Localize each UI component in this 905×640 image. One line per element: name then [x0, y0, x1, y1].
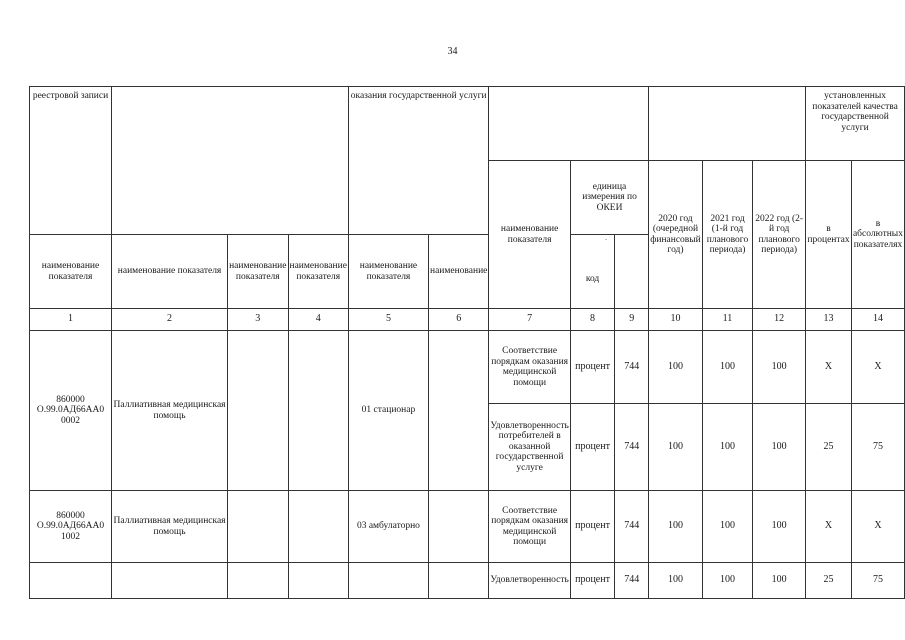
- col-number-5: 5: [348, 309, 428, 331]
- value-2020-cell: 100: [649, 404, 703, 491]
- unit-cell: процент: [570, 331, 614, 404]
- col-number-10: 10: [649, 309, 703, 331]
- empty-cell: [228, 563, 288, 599]
- header-col-6-name: наименование показателя: [348, 235, 428, 309]
- service-name-cell: Паллиативная медицинская помощь: [112, 491, 228, 563]
- service-name-cell: Паллиативная медицинская помощь: [112, 331, 228, 491]
- empty-cell: [428, 563, 488, 599]
- empty-cell: [228, 331, 288, 491]
- value-2022-cell: 100: [753, 331, 806, 404]
- condition-cell: 01 стационар: [348, 331, 428, 491]
- value-2021-cell: 100: [702, 404, 752, 491]
- empty-cell: [30, 563, 112, 599]
- page-number: 34: [447, 46, 458, 57]
- percent-cell: 25: [806, 563, 852, 599]
- header-registry-record: реестровой записи: [30, 87, 112, 235]
- header-col-4-name: наименование показателя: [228, 235, 288, 309]
- col-number-6: 6: [428, 309, 488, 331]
- registry-record-cell: 860000 О.99.0АД66АА0 0002: [30, 331, 112, 491]
- header-service-conditions: оказания государственной услуги: [348, 87, 488, 235]
- percent-cell: Х: [806, 491, 852, 563]
- col-number-13: 13: [806, 309, 852, 331]
- header-unit-okei: единица измерения по ОКЕИ: [570, 161, 648, 235]
- code-cell: 744: [615, 563, 649, 599]
- value-2020-cell: 100: [649, 563, 703, 599]
- value-2020-cell: 100: [649, 331, 703, 404]
- col-number-12: 12: [753, 309, 806, 331]
- absolute-cell: Х: [851, 491, 904, 563]
- empty-cell: [288, 331, 348, 491]
- col-number-3: 3: [228, 309, 288, 331]
- col-number-1: 1: [30, 309, 112, 331]
- table-row: [30, 563, 905, 599]
- absolute-cell: 75: [851, 563, 904, 599]
- col-number-4: 4: [288, 309, 348, 331]
- empty-cell: [112, 563, 228, 599]
- value-2022-cell: 100: [753, 404, 806, 491]
- table-row: [30, 491, 905, 563]
- code-cell: 744: [615, 491, 649, 563]
- code-cell: 744: [615, 404, 649, 491]
- col-number-7: 7: [489, 309, 570, 331]
- unit-cell: процент: [570, 563, 614, 599]
- quality-indicators-table: [29, 86, 905, 599]
- value-2021-cell: 100: [702, 563, 752, 599]
- header-col-2-name: наименование показателя: [30, 235, 112, 309]
- header-service-blank: [112, 87, 349, 235]
- header-row-1: [30, 87, 905, 161]
- value-2021-cell: 100: [702, 331, 752, 404]
- value-2021-cell: 100: [702, 491, 752, 563]
- header-quality-established: установленных показателей качества государственной услуги: [806, 87, 905, 161]
- header-year-2022: 2022 год (2-й год планового периода): [753, 161, 806, 309]
- header-col-3-name: наименование показателя: [112, 235, 228, 309]
- header-indicator-blank: [489, 87, 649, 161]
- indicator-cell: Удовлетворенность потребителей в оказанной государственной услуге: [489, 404, 570, 491]
- value-2022-cell: 100: [753, 563, 806, 599]
- value-2022-cell: 100: [753, 491, 806, 563]
- empty-cell: [428, 331, 488, 491]
- absolute-cell: Х: [851, 331, 904, 404]
- registry-record-cell: 860000 О.99.0АД66АА0 1002: [30, 491, 112, 563]
- header-unit-code: код: [570, 251, 614, 309]
- empty-cell: [288, 491, 348, 563]
- condition-cell: 03 амбулаторно: [348, 491, 428, 563]
- indicator-cell: Соответствие порядкам оказания медицинской помощи: [489, 491, 570, 563]
- column-numbers-row: [30, 309, 905, 331]
- percent-cell: 25: [806, 404, 852, 491]
- code-cell: 744: [615, 331, 649, 404]
- unit-cell: процент: [570, 491, 614, 563]
- empty-cell: [428, 491, 488, 563]
- empty-cell: [288, 563, 348, 599]
- tick-mark: ·: [604, 236, 608, 245]
- col-number-9: 9: [615, 309, 649, 331]
- header-year-2020: 2020 год (очередной финансовый год): [649, 161, 703, 309]
- value-2020-cell: 100: [649, 491, 703, 563]
- col-number-14: 14: [851, 309, 904, 331]
- indicator-cell: Удовлетворенность: [489, 563, 570, 599]
- empty-cell: [348, 563, 428, 599]
- header-year-2021: 2021 год (1-й год планового периода): [702, 161, 752, 309]
- header-in-absolute: в абсолютных показателях: [851, 161, 904, 309]
- indicator-cell: Соответствие порядкам оказания медицинской помощи: [489, 331, 570, 404]
- unit-cell: процент: [570, 404, 614, 491]
- empty-cell: [228, 491, 288, 563]
- col-number-11: 11: [702, 309, 752, 331]
- col-number-8: 8: [570, 309, 614, 331]
- header-values-blank: [649, 87, 806, 161]
- col-number-2: 2: [112, 309, 228, 331]
- header-unit-name: наименование: [428, 235, 488, 309]
- absolute-cell: 75: [851, 404, 904, 491]
- header-col-5-name: наименование показателя: [288, 235, 348, 309]
- header-unit-code-tick: [570, 235, 614, 251]
- header-in-percent: в процентах: [806, 161, 852, 309]
- percent-cell: Х: [806, 331, 852, 404]
- table-row: [30, 331, 905, 404]
- header-indicator-name: наименование показателя: [489, 161, 570, 309]
